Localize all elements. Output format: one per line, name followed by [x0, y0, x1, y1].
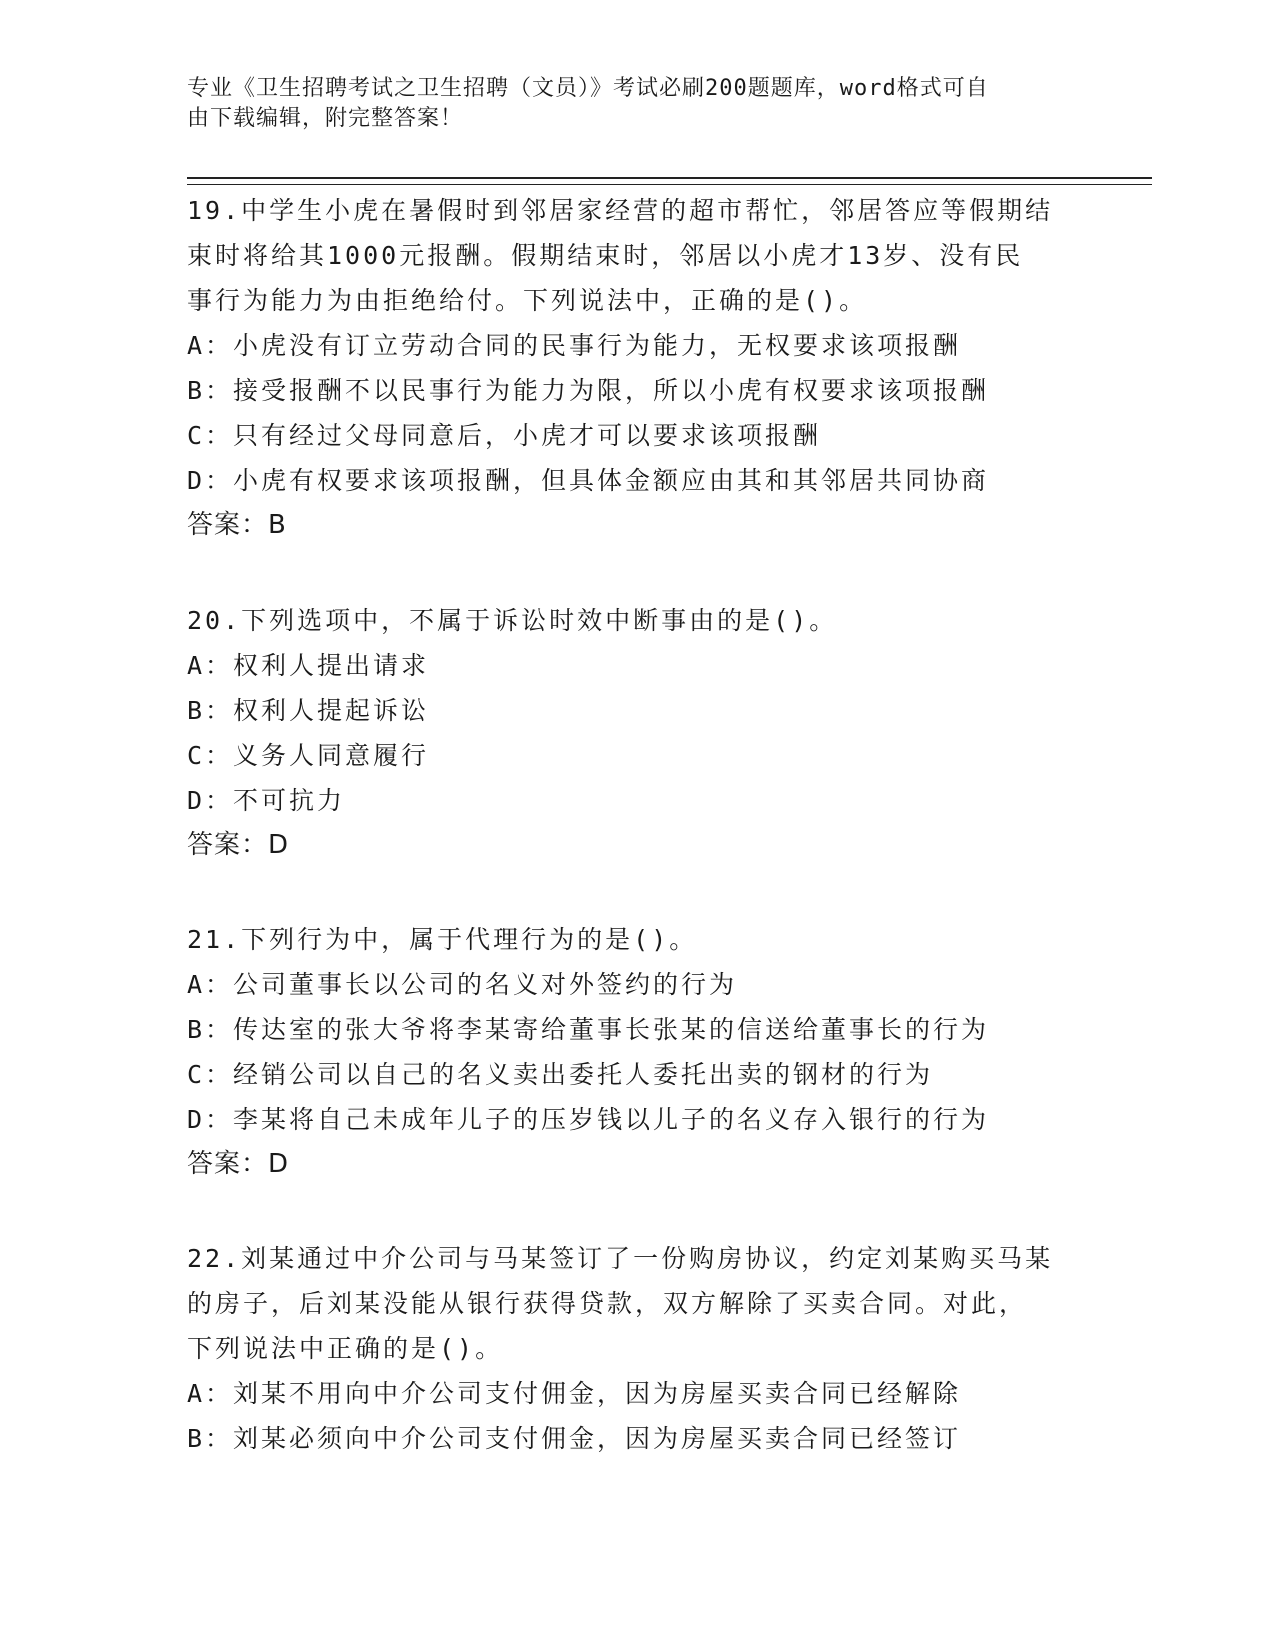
answer-line: 答案：D — [187, 830, 290, 860]
option-d: D：不可抗力 — [187, 786, 346, 815]
question-19 — [187, 188, 1077, 548]
question-20 — [187, 598, 1077, 868]
option-b: B：权利人提起诉讼 — [187, 696, 430, 725]
question-stem-line: 19.中学生小虎在暑假时到邻居家经营的超市帮忙，邻居答应等假期结 — [187, 196, 1054, 225]
option-c: C：只有经过父母同意后，小虎才可以要求该项报酬 — [187, 421, 822, 450]
option-a: A：权利人提出请求 — [187, 651, 430, 680]
answer-line: 答案：D — [187, 1149, 290, 1179]
question-21 — [187, 917, 1077, 1187]
option-c: C：义务人同意履行 — [187, 741, 430, 770]
option-a: A：公司董事长以公司的名义对外签约的行为 — [187, 970, 738, 999]
document-header — [187, 74, 1087, 134]
option-b: B：刘某必须向中介公司支付佣金，因为房屋买卖合同已经签订 — [187, 1424, 962, 1453]
question-stem-line: 束时将给其1000元报酬。假期结束时，邻居以小虎才13岁、没有民 — [187, 241, 1024, 270]
option-d: D：小虎有权要求该项报酬，但具体金额应由其和其邻居共同协商 — [187, 466, 990, 495]
option-c: C：经销公司以自己的名义卖出委托人委托出卖的钢材的行为 — [187, 1060, 934, 1089]
option-a: A：小虎没有订立劳动合同的民事行为能力，无权要求该项报酬 — [187, 331, 962, 360]
option-a: A：刘某不用向中介公司支付佣金，因为房屋买卖合同已经解除 — [187, 1379, 962, 1408]
question-stem-line: 22.刘某通过中介公司与马某签订了一份购房协议，约定刘某购买马某 — [187, 1244, 1054, 1273]
answer-line: 答案：B — [187, 510, 287, 540]
question-stem-line: 下列说法中正确的是()。 — [187, 1334, 504, 1363]
header-divider-thin — [187, 184, 1152, 185]
option-d: D：李某将自己未成年儿子的压岁钱以儿子的名义存入银行的行为 — [187, 1105, 990, 1134]
header-line-2: 由下载编辑，附完整答案！ — [187, 106, 464, 131]
header-line-1: 专业《卫生招聘考试之卫生招聘（文员）》考试必刷200题题库，word格式可自 — [187, 76, 989, 101]
question-stem-line: 20.下列选项中，不属于诉讼时效中断事由的是()。 — [187, 606, 838, 635]
option-b: B：接受报酬不以民事行为能力为限，所以小虎有权要求该项报酬 — [187, 376, 990, 405]
question-stem-line: 的房子，后刘某没能从银行获得贷款，双方解除了买卖合同。对此， — [187, 1289, 1028, 1318]
question-22 — [187, 1236, 1077, 1461]
option-b: B：传达室的张大爷将李某寄给董事长张某的信送给董事长的行为 — [187, 1015, 990, 1044]
header-divider-thick — [187, 177, 1152, 179]
question-stem-line: 21.下列行为中，属于代理行为的是()。 — [187, 925, 698, 954]
question-stem-line: 事行为能力为由拒绝给付。下列说法中，正确的是()。 — [187, 286, 868, 315]
